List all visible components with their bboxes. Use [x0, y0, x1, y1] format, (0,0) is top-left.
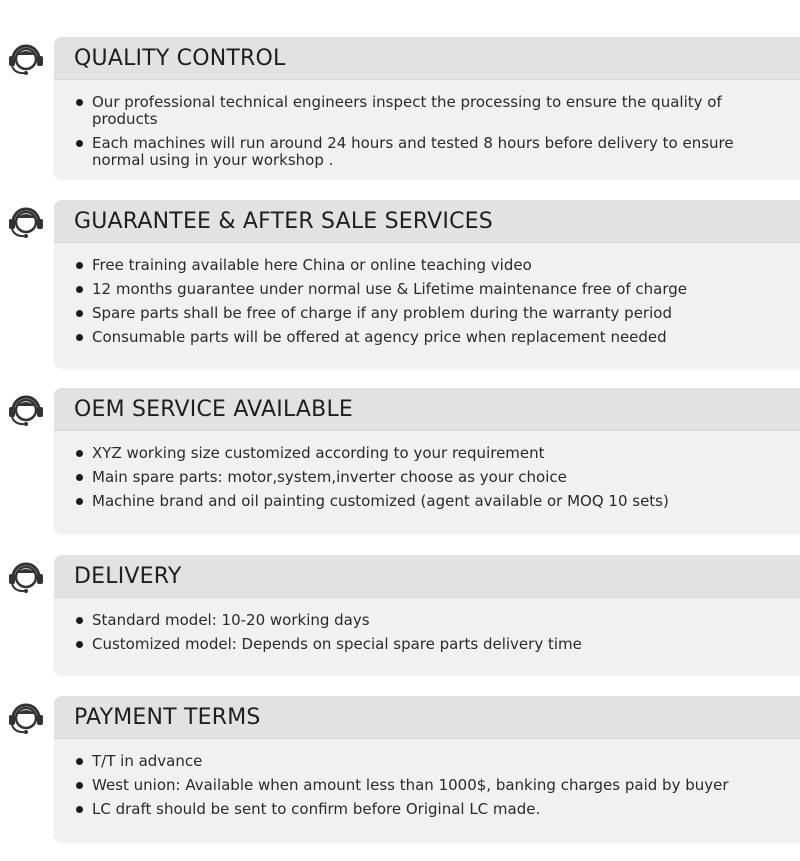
bullet-dot: [76, 617, 83, 624]
list-item: [76, 445, 788, 462]
section-card: [54, 37, 800, 179]
section-title: GUARANTEE & AFTER SALE SERVICES: [54, 200, 800, 243]
list-item: [76, 636, 788, 653]
headset-icon: [7, 200, 45, 240]
bullet-dot: [76, 450, 83, 457]
list-item: [76, 94, 788, 128]
list-item-text: LC draft should be sent to confirm before Original LC made.: [92, 800, 541, 818]
bullet-dot: [76, 334, 83, 341]
bullet-list: [54, 243, 800, 363]
bullet-dot: [76, 474, 83, 481]
list-item: [76, 612, 788, 629]
section-title: QUALITY CONTROL: [54, 37, 800, 80]
list-item-text: Main spare parts: motor,system,inverter choose as your choice: [92, 468, 567, 486]
headset-icon: [7, 37, 45, 77]
list-item-text: Customized model: Depends on special spare parts delivery time: [92, 635, 582, 653]
headset-icon: [7, 696, 45, 736]
bullet-dot: [76, 806, 83, 813]
section-title: DELIVERY: [54, 555, 800, 598]
list-item: [76, 305, 788, 322]
section-card: [54, 388, 800, 534]
bullet-list: [54, 739, 800, 835]
list-item-text: Each machines will run around 24 hours and tested 8 hours before delivery to ensure normal using in your workshop .: [92, 134, 734, 169]
list-item-text: Consumable parts will be offered at agency price when replacement needed: [92, 328, 667, 346]
bullet-list: [54, 80, 800, 186]
list-item: [76, 257, 788, 274]
bullet-dot: [76, 782, 83, 789]
list-item: [76, 753, 788, 770]
list-item-text: 12 months guarantee under normal use & Lifetime maintenance free of charge: [92, 280, 688, 298]
bullet-dot: [76, 498, 83, 505]
list-item: [76, 777, 788, 794]
list-item-text: West union: Available when amount less than 1000$, banking charges paid by buyer: [92, 776, 729, 794]
bullet-dot: [76, 262, 83, 269]
section-card: [54, 555, 800, 675]
bullet-list: [54, 598, 800, 670]
bullet-dot: [76, 286, 83, 293]
list-item: [76, 135, 788, 169]
list-item-text: Machine brand and oil painting customized (agent available or MOQ 10 sets): [92, 492, 669, 510]
list-item-text: Our professional technical engineers inspect the processing to ensure the quality of products: [92, 93, 722, 128]
bullet-dot: [76, 641, 83, 648]
list-item-text: XYZ working size customized according to your requirement: [92, 444, 545, 462]
bullet-dot: [76, 310, 83, 317]
headset-icon: [7, 555, 45, 595]
bullet-dot: [76, 99, 83, 106]
list-item-text: Spare parts shall be free of charge if any problem during the warranty period: [92, 304, 672, 322]
section-title: OEM SERVICE AVAILABLE: [54, 388, 800, 431]
list-item-text: Free training available here China or online teaching video: [92, 256, 532, 274]
list-item-text: Standard model: 10-20 working days: [92, 611, 370, 629]
list-item: [76, 281, 788, 298]
headset-icon: [7, 388, 45, 428]
list-item: [76, 329, 788, 346]
bullet-dot: [76, 758, 83, 765]
bullet-dot: [76, 140, 83, 147]
bullet-list: [54, 431, 800, 527]
list-item-text: T/T in advance: [92, 752, 203, 770]
list-item: [76, 801, 788, 818]
section-card: [54, 696, 800, 842]
list-item: [76, 469, 788, 486]
section-title: PAYMENT TERMS: [54, 696, 800, 739]
list-item: [76, 493, 788, 510]
section-card: [54, 200, 800, 368]
